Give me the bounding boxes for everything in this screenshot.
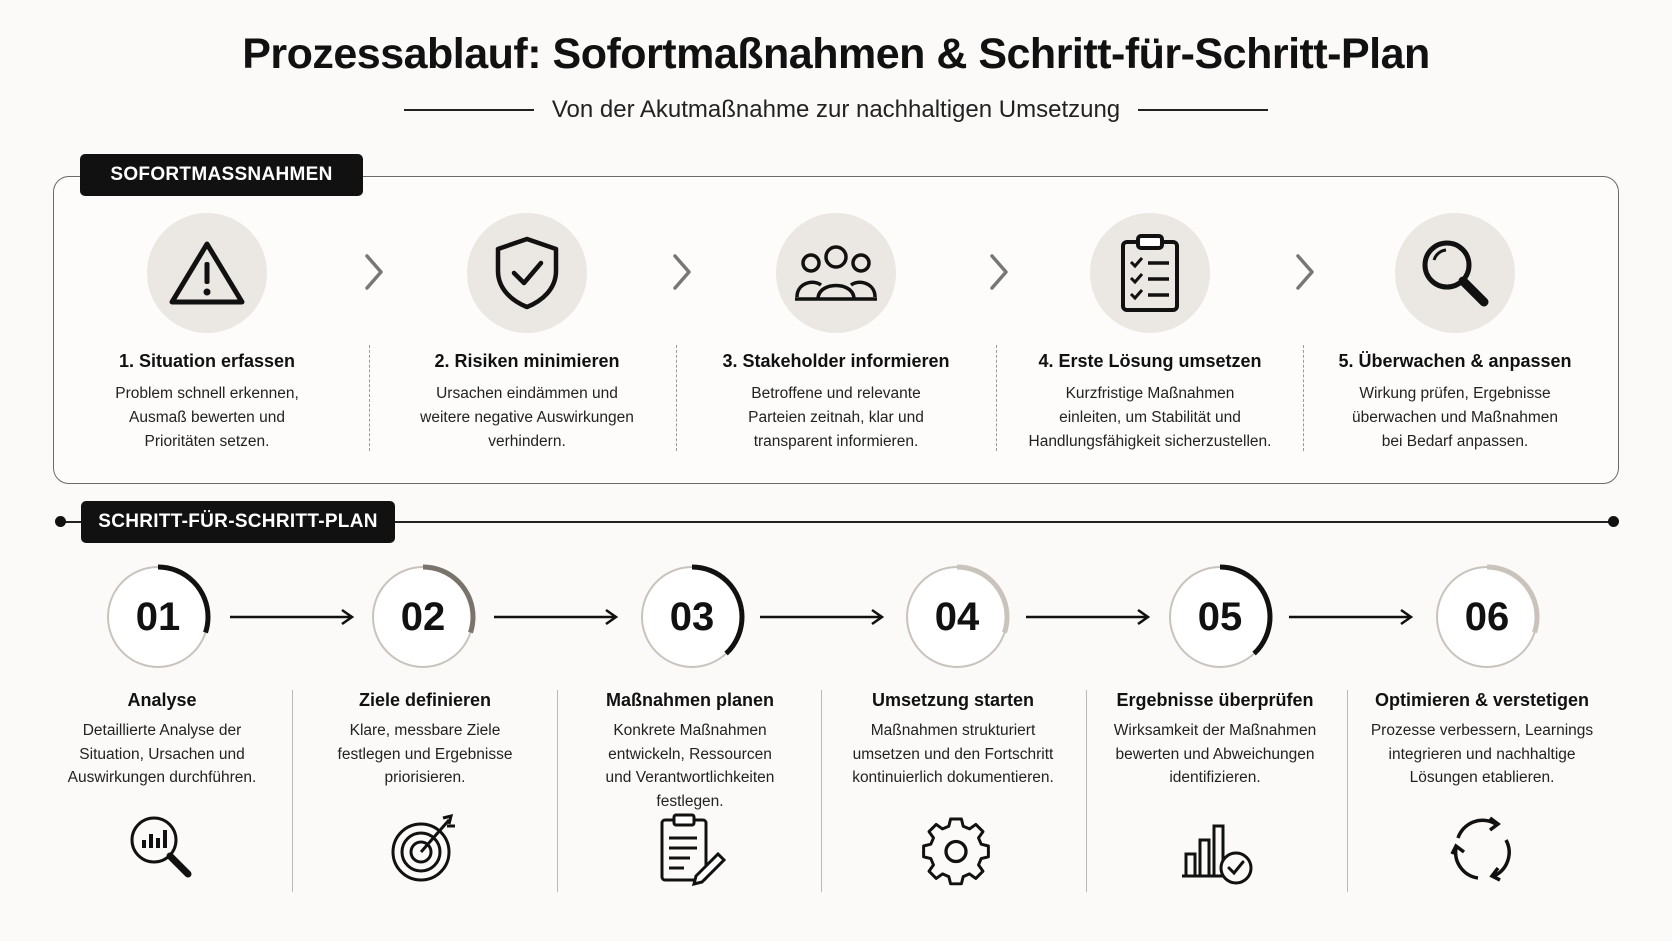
plan-step-title: Umsetzung starten (871, 690, 1035, 710)
arrow-right-icon (228, 608, 358, 626)
immediate-step-desc: Betroffene und relevante Parteien zeitnah, klar und transparent informieren. (748, 385, 924, 450)
plan-divider (557, 690, 558, 892)
subtitle: Von der Akutmaßnahme zur nachhaltigen Umsetzung (551, 96, 1121, 123)
chevron-right-icon (1293, 252, 1317, 292)
chevron-right-icon (987, 252, 1011, 292)
gear-icon (918, 810, 994, 886)
immediate-step (77, 213, 337, 454)
immediate-step-desc: Ursachen eindämmen und weitere negative Auswirkungen verhindern. (420, 385, 634, 450)
step-divider (676, 345, 677, 451)
plan-step (1090, 690, 1340, 790)
chevron-right-icon (670, 252, 694, 292)
shield-check-icon (467, 213, 587, 333)
plan-step (300, 690, 550, 790)
immediate-step-title: 3. Stakeholder informieren (722, 351, 950, 371)
page-title: Prozessablauf: Sofortmaßnahmen & Schritt-für-Schritt-Plan (242, 30, 1430, 78)
plan-step-desc: Klare, messbare Ziele festlegen und Ergebnisse priorisieren. (337, 722, 513, 786)
target-icon (387, 810, 463, 886)
immediate-step (1325, 213, 1585, 454)
immediate-label: SOFORTMASSNAHMEN (80, 154, 363, 196)
step-number: 05 (1197, 594, 1243, 639)
plan-step-desc: Detaillierte Analyse der Situation, Ursachen und Auswirkungen durchführen. (67, 722, 257, 786)
plan-step-title: Ergebnisse überprüfen (1116, 690, 1314, 710)
plan-step-ring (1165, 562, 1275, 672)
plan-divider (1347, 690, 1348, 892)
step-divider (369, 345, 370, 451)
chart-magnifier-icon (124, 810, 200, 886)
immediate-step-desc: Wirkung prüfen, Ergebnisse überwachen und Maßnahmen bei Bedarf anpassen. (1352, 385, 1558, 450)
timeline-dot-start (55, 516, 66, 527)
immediate-step-desc: Kurzfristige Maßnahmen einleiten, um Stabilität und Handlungsfähigkeit sicherzustellen. (1028, 385, 1272, 450)
step-number: 01 (135, 594, 181, 639)
immediate-step (706, 213, 966, 454)
plan-step-ring (368, 562, 478, 672)
immediate-step-desc: Problem schnell erkennen, Ausmaß bewerten und Prioritäten setzen. (115, 385, 299, 450)
magnifier-icon (1395, 213, 1515, 333)
chevron-right-icon (362, 252, 386, 292)
refresh-cycle-icon (1444, 810, 1520, 886)
plan-step-ring (637, 562, 747, 672)
immediate-step-title: 4. Erste Lösung umsetzen (1038, 351, 1262, 371)
plan-step-title: Maßnahmen planen (605, 690, 775, 710)
step-number: 02 (400, 594, 446, 639)
arrow-right-icon (492, 608, 622, 626)
plan-divider (1086, 690, 1087, 892)
plan-step-ring (1432, 562, 1542, 672)
plan-divider (821, 690, 822, 892)
subtitle-rule-left (404, 109, 534, 111)
plan-step-ring (902, 562, 1012, 672)
plan-step-title: Analyse (127, 690, 197, 710)
plan-step-desc: Wirksamkeit der Maßnahmen bewerten und Abweichungen identifizieren. (1113, 722, 1317, 786)
timeline-dot-end (1608, 516, 1619, 527)
plan-step (1357, 690, 1607, 790)
people-group-icon (776, 213, 896, 333)
immediate-step-title: 1. Situation erfassen (118, 351, 296, 371)
plan-step-title: Optimieren & verstetigen (1374, 690, 1590, 710)
plan-step-desc: Prozesse verbessern, Learnings integrieren und nachhaltige Lösungen etablieren. (1370, 722, 1594, 786)
plan-divider (292, 690, 293, 892)
step-number: 03 (669, 594, 715, 639)
plan-label: SCHRITT-FÜR-SCHRITT-PLAN (81, 501, 395, 543)
step-number: 06 (1464, 594, 1510, 639)
step-divider (996, 345, 997, 451)
plan-step-ring (103, 562, 213, 672)
arrow-right-icon (1024, 608, 1154, 626)
immediate-step-title: 2. Risiken minimieren (434, 351, 620, 371)
arrow-right-icon (1287, 608, 1417, 626)
arrow-right-icon (758, 608, 888, 626)
plan-step-title: Ziele definieren (358, 690, 492, 710)
immediate-step-title: 5. Überwachen & anpassen (1338, 351, 1572, 371)
plan-step-desc: Konkrete Maßnahmen entwickeln, Ressourcen und Verantwortlichkeiten festlegen. (605, 722, 775, 810)
step-number: 04 (934, 594, 980, 639)
bar-chart-check-icon (1178, 810, 1254, 886)
plan-step (37, 690, 287, 790)
clipboard-pen-icon (652, 810, 728, 886)
plan-step-desc: Maßnahmen strukturiert umsetzen und den Fortschritt kontinuierlich dokumentieren. (852, 722, 1054, 786)
warning-icon (147, 213, 267, 333)
immediate-step (1020, 213, 1280, 454)
immediate-step (397, 213, 657, 454)
plan-step (565, 690, 815, 813)
subtitle-row (0, 96, 1672, 124)
subtitle-rule-right (1138, 109, 1268, 111)
step-divider (1303, 345, 1304, 451)
clipboard-checklist-icon (1090, 213, 1210, 333)
plan-step (828, 690, 1078, 790)
